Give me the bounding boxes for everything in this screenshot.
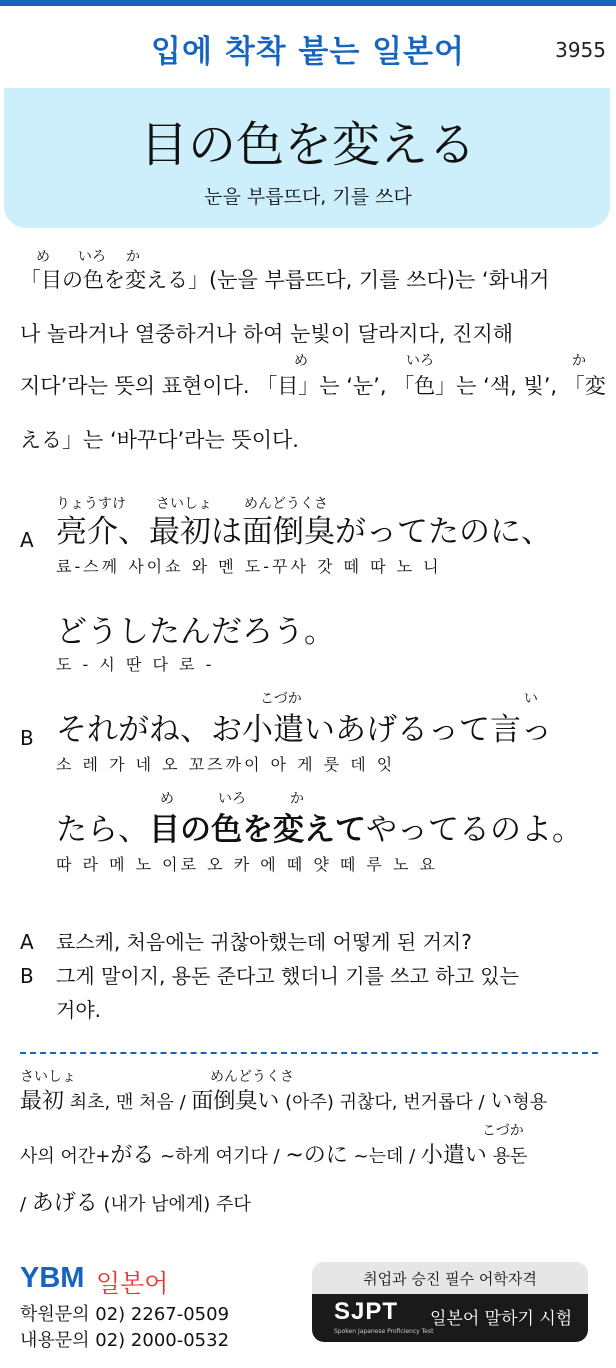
series-title: 입에 착착 붙는 일본어 (151, 34, 465, 70)
contact-academy: 학원문의 02) 2267-0509 (20, 1304, 230, 1325)
ruby-iro-2: いろ (406, 353, 434, 369)
translation-b-line-2: 거야. (56, 998, 101, 1022)
dialogue-b-line-2-pre: たら、 (56, 812, 149, 848)
main-subtitle: 눈을 부릅뜨다, 기를 쓰다 (204, 186, 412, 208)
vocab-line-3 (20, 1190, 251, 1219)
dialogue-a-line-1: 亮介、最初は面倒臭がってたのに、 (56, 514, 552, 550)
translation-a-line: 료스케, 처음에는 귀찮아했는데 어떻게 된 거지? (56, 930, 472, 954)
vocab-meaning: (내가 남에게) 주다 (97, 1194, 251, 1215)
ruby-me-3: め (160, 791, 174, 807)
sjpt-tagline: 취업과 승진 필수 어학자격 (363, 1270, 537, 1288)
dialogue-a-reading-1: 료-스께 사이쇼 와 멘 도-꾸사 갓 떼 따 노 니 (56, 557, 442, 576)
vocab-meaning: 사의 어간+ (20, 1146, 111, 1167)
vocab-word: 小遣い (420, 1143, 487, 1168)
vocab-word: 面倒臭い (191, 1089, 280, 1114)
ruby-ka-3: か (290, 791, 304, 807)
dialogue-b-reading-1: 소 레 가 네 오 꼬즈까이 아 게 룻 데 잇 (56, 755, 396, 774)
vocab-meaning: 형용 (512, 1092, 548, 1113)
ruby-saisho: さいしょ (156, 496, 212, 512)
vocab-word: あげる (31, 1191, 98, 1216)
dialogue-a-line-2: どうしたんだろう。 (56, 614, 335, 650)
ruby-iro-3: いろ (218, 791, 246, 807)
vocab-meaning: 용돈 (486, 1146, 528, 1167)
explanation-line-3: 지다’라는 뜻의 표현이다. 「目」는 ‘눈’, 「色」는 ‘색, 빛’, 「変 (20, 374, 606, 398)
vocab-line-1 (20, 1088, 547, 1117)
explanation-line-1: 「目の色を変える」(눈을 부릅뜨다, 기를 쓰다)는 ‘화내거 (20, 268, 550, 292)
explanation-line-4: える」는 ‘바꾸다’라는 뜻이다. (20, 428, 299, 452)
dialogue-b-reading-2: 따 라 메 노 이로 오 카 에 떼 얏 떼 루 노 요 (56, 855, 438, 874)
vocab-word: 最初 (20, 1089, 65, 1114)
vocab-meaning: ~하게 여기다 / (154, 1146, 286, 1167)
translation-b-line-1: 그게 말이지, 용돈 준다고 했더니 기를 쓰고 하고 있는 (56, 964, 519, 988)
sjpt-logo: SJPT (334, 1298, 399, 1325)
main-title: 目の色を変える (139, 117, 476, 173)
vocab-word: ~のに (285, 1143, 348, 1168)
vocab-meaning: ~는데 / (347, 1146, 421, 1167)
translation-speaker-b: B (20, 964, 34, 988)
vocab-ruby-mendoukusa: めんどうくさ (210, 1069, 294, 1085)
ruby-i: い (524, 691, 538, 707)
ruby-ka: か (126, 249, 140, 265)
top-accent-bar (0, 0, 616, 6)
dialogue-a-reading-2: 도 - 시 딴 다 로 - (56, 655, 215, 674)
translation-speaker-a: A (20, 930, 34, 954)
dialogue-b-line-2-highlight: 目の色を変えて (149, 812, 366, 848)
dialogue-b-line-2 (56, 812, 583, 848)
speaker-b: B (20, 726, 34, 750)
vocab-meaning: 최초, 맨 처음 / (64, 1092, 192, 1113)
dialogue-b-line-1: それがね、お小遣いあげるって言っ (56, 712, 552, 748)
vocab-line-2 (20, 1142, 527, 1171)
ruby-iro: いろ (78, 249, 106, 265)
ruby-ka-2: か (572, 353, 586, 369)
ruby-me: め (36, 249, 50, 265)
section-divider (20, 1052, 598, 1054)
sjpt-logo-small: Spoken Japanese Proficiency Test (334, 1328, 434, 1335)
vocab-meaning: / (20, 1194, 32, 1215)
ruby-ryousuke: りょうすけ (56, 496, 126, 512)
dialogue-b-line-2-post: やってるのよ。 (366, 812, 583, 848)
ybm-logo-suffix: 일본어 (96, 1269, 169, 1298)
ruby-me-2: め (294, 353, 308, 369)
vocab-meaning: (아주) 귀찮다, 번거롭다 / (279, 1092, 491, 1113)
ybm-logo: YBM (20, 1262, 85, 1294)
vocab-ruby-kozuka: こづか (482, 1123, 524, 1139)
vocab-word: い (490, 1089, 513, 1114)
contact-content: 내용문의 02) 2000-0532 (20, 1330, 230, 1351)
ruby-mendoukusa: めんどうくさ (244, 496, 328, 512)
ruby-kozuka: こづか (260, 691, 302, 707)
issue-number: 3955 (555, 38, 606, 62)
explanation-line-2: 나 놀라거나 열중하거나 하여 눈빛이 달라지다, 진지해 (20, 322, 514, 346)
speaker-a: A (20, 528, 34, 552)
sjpt-text: 일본어 말하기 시험 (430, 1309, 573, 1329)
vocab-ruby-saisho: さいしょ (20, 1069, 76, 1085)
sjpt-ad[interactable] (312, 1262, 588, 1342)
vocab-word: がる (110, 1143, 155, 1168)
